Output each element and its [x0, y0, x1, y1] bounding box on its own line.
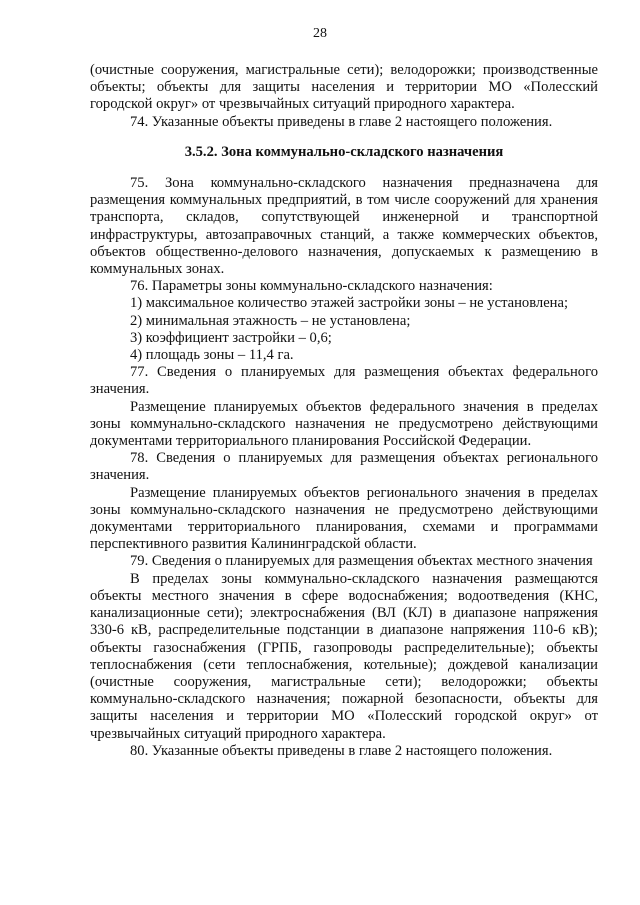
paragraph-74: 74. Указанные объекты приведены в главе 2 настоящего положения.	[130, 113, 553, 130]
paragraph-79: 79. Сведения о планируемых для размещения объектах местного значения	[130, 553, 593, 570]
paragraph-78: 78. Сведения о планируемых для размещения объектах регионального значения.	[90, 450, 598, 484]
paragraph-75: 75. Зона коммунально-складского назначения предназначена для размещения коммунальных предприятий, в том числе сооружений для хранения транспорта, складов, сопутствующей инженерной и транспортной инфраструктуры, автозаправочных станций, а также коммерческих объектов, объектов общественно-делового назначения, допускаемых к размещению в коммунальных зонах.	[90, 175, 598, 278]
paragraph-76: 76. Параметры зоны коммунально-складского назначения:	[130, 278, 493, 295]
list-item-4: 4) площадь зоны – 11,4 га.	[130, 347, 294, 364]
list-item-3: 3) коэффициент застройки – 0,6;	[130, 329, 332, 346]
list-item-2: 2) минимальная этажность – не установлена;	[130, 312, 411, 329]
page-number: 28	[313, 26, 327, 41]
paragraph-77: 77. Сведения о планируемых для размещения объектах федерального значения.	[90, 364, 598, 398]
paragraph-local-placement: В пределах зоны коммунально-складского назначения размещаются объекты местного значения в сфере водоснабжения; водоотведения (КНС, канализационные сети); электроснабжения (ВЛ (КЛ) в диапазоне напряжения 330-6 кВ, распределительные подстанции в диапазоне напряжения 110-6 кВ); объекты газоснабжения (ГРПБ, газопроводы распределительные); объекты теплоснабжения (сети теплоснабжения, котельные); дождевой канализации (очистные сооружения, магистральные сети); велодорожки; объекты коммунально-складского назначения; пожарной безопасности, объекты для защиты населения и территории МО «Полесский городской округ» от чрезвычайных ситуаций природного характера.	[90, 570, 598, 742]
paragraph-regional-placement: Размещение планируемых объектов регионального значения в пределах зоны коммунально-складского назначения не предусмотрено действующими документами территориального планирования, схемами и программами перспективного развития Калининградской области.	[90, 484, 598, 553]
document-body	[90, 62, 598, 760]
list-item-1: 1) максимальное количество этажей застройки зоны – не установлена;	[130, 295, 569, 312]
paragraph-federal-placement: Размещение планируемых объектов федерального значения в пределах зоны коммунально-складского назначения не предусмотрено действующими документами территориального планирования Российской Федерации.	[90, 398, 598, 450]
section-heading: 3.5.2. Зона коммунально-складского назначения	[184, 143, 504, 160]
paragraph-continuation: (очистные сооружения, магистральные сети); велодорожки; производственные объекты; объекты для защиты населения и территории МО «Полесский городской округ» от чрезвычайных ситуаций природного характера.	[90, 62, 598, 113]
paragraph-80: 80. Указанные объекты приведены в главе 2 настоящего положения.	[130, 742, 553, 759]
